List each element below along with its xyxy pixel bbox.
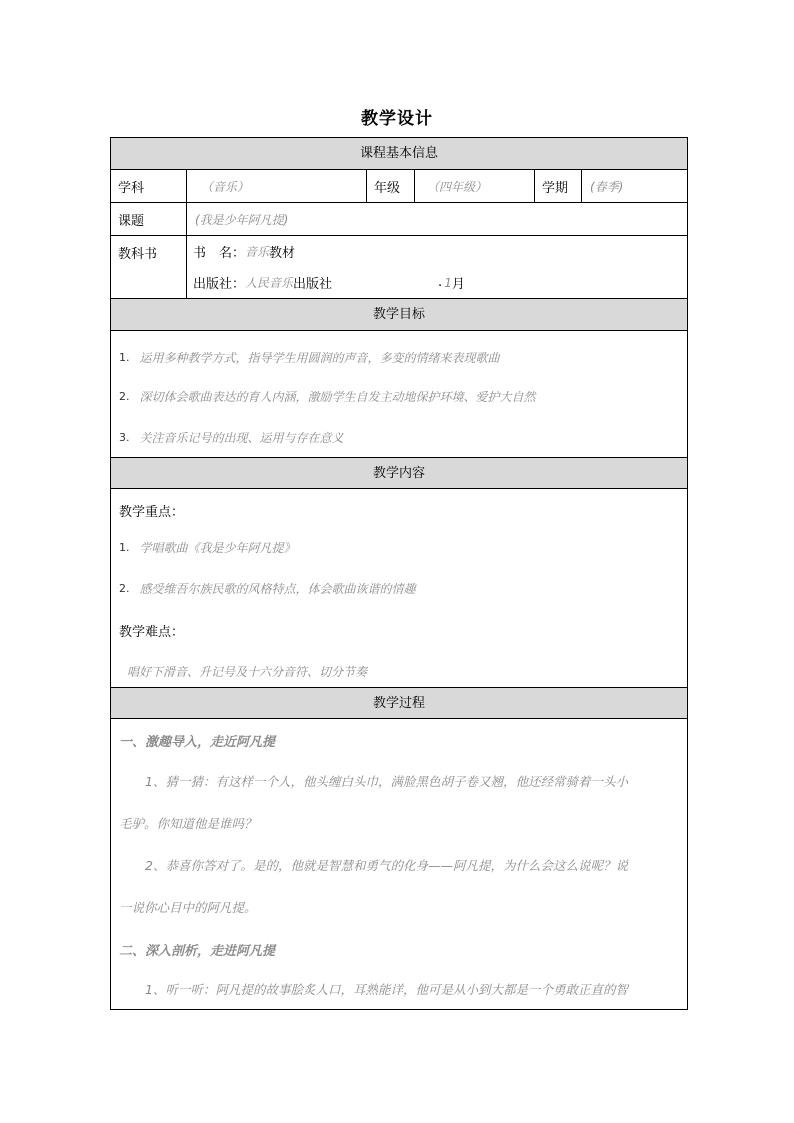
section-process: 教学过程 — [111, 687, 687, 719]
key-points-label: 教学重点： — [119, 504, 185, 520]
key-point-item — [119, 527, 679, 567]
book-name-suffix: 教材 — [269, 246, 296, 261]
key-point-num: 1. — [119, 540, 130, 554]
section-basic-info: 课程基本信息 — [111, 138, 687, 170]
document-title: 教学设计 — [361, 109, 433, 129]
textbook-label: 教科书 — [111, 236, 187, 298]
process-step1-paragraph2: 2、恭喜你答对了。是的，他就是智慧和勇气的化身——阿凡提，为什么会这么说呢？说 — [145, 858, 628, 873]
objective-item — [119, 417, 679, 457]
topic-label: 课题 — [111, 203, 187, 235]
info-row-subject — [111, 170, 687, 203]
process-step1-paragraph2-cont: 一说你心目中的阿凡提。 — [119, 900, 257, 915]
lesson-plan-table — [110, 137, 688, 1010]
key-point-text: 学唱歌曲《我是少年阿凡提》 — [139, 540, 296, 555]
book-name-line — [193, 236, 687, 267]
publisher-suffix: 出版社 — [293, 277, 333, 292]
key-point-text: 感受维吾尔族民歌的风格特点，体会歌曲诙谐的情趣 — [139, 581, 416, 596]
info-row-topic — [111, 203, 687, 236]
process-step1-paragraph1: 1、猜一猜：有这样一个人，他头缠白头巾，满脸黑色胡子卷又翘，他还经常骑着一头小 — [145, 774, 628, 789]
key-point-num: 2. — [119, 581, 130, 595]
term-value: (春季) — [590, 179, 624, 194]
section-content: 教学内容 — [111, 457, 687, 489]
objective-text: 运用多种教学方式，指导学生用圆润的声音，多变的情绪来表现歌曲 — [139, 350, 500, 365]
key-point-item — [119, 567, 679, 609]
publisher-label: 出版社： — [193, 277, 246, 292]
grade-label: 年级 — [367, 170, 415, 202]
objective-num: 1. — [119, 350, 130, 364]
process-step2-title: 二、深入剖析，走进阿凡提 — [119, 943, 276, 959]
process-step2-paragraph1: 1、听一听：阿凡提的故事脍炙人口，耳熟能详，他可是从小到大都是一个勇敢正直的智 — [145, 982, 628, 997]
objective-item — [119, 375, 679, 417]
publisher-value: 人民音乐 — [245, 276, 294, 290]
book-name-value: 音乐 — [245, 245, 270, 259]
section-objectives: 教学目标 — [111, 299, 687, 331]
objective-num: 3. — [119, 430, 130, 444]
term-label: 学期 — [535, 170, 582, 202]
publisher-line — [193, 267, 687, 298]
objective-item — [119, 339, 679, 375]
process-block — [111, 719, 687, 1010]
content-block — [111, 489, 687, 687]
textbook-details — [187, 236, 687, 298]
objective-num: 2. — [119, 389, 130, 403]
process-step1-title: 一、激趣导入，走近阿凡提 — [119, 734, 276, 750]
subject-value: （音乐） — [187, 170, 367, 202]
grade-value: （四年级） — [415, 170, 535, 202]
process-step1-paragraph1-cont: 毛驴。你知道他是谁吗？ — [119, 816, 257, 831]
topic-value: (我是少年阿凡提) — [195, 212, 289, 227]
subject-label: 学科 — [111, 170, 187, 202]
book-name-label: 书 名： — [193, 246, 246, 261]
difficult-points-text: 唱好下滑音、升记号及十六分音符、切分节奏 — [127, 664, 368, 679]
date-month-label: 月 — [451, 277, 465, 292]
difficult-points-label: 教学难点： — [119, 624, 185, 640]
info-row-textbook — [111, 236, 687, 299]
objective-text: 关注音乐记号的出现、运用与存在意义 — [139, 430, 344, 445]
date-month-value: 1 — [444, 275, 452, 290]
objective-text: 深切体会歌曲表达的育人内涵，激励学生自发主动地保护环境、爱护大自然 — [139, 389, 536, 404]
objectives-list — [111, 331, 687, 457]
date-dot: . — [438, 275, 443, 290]
